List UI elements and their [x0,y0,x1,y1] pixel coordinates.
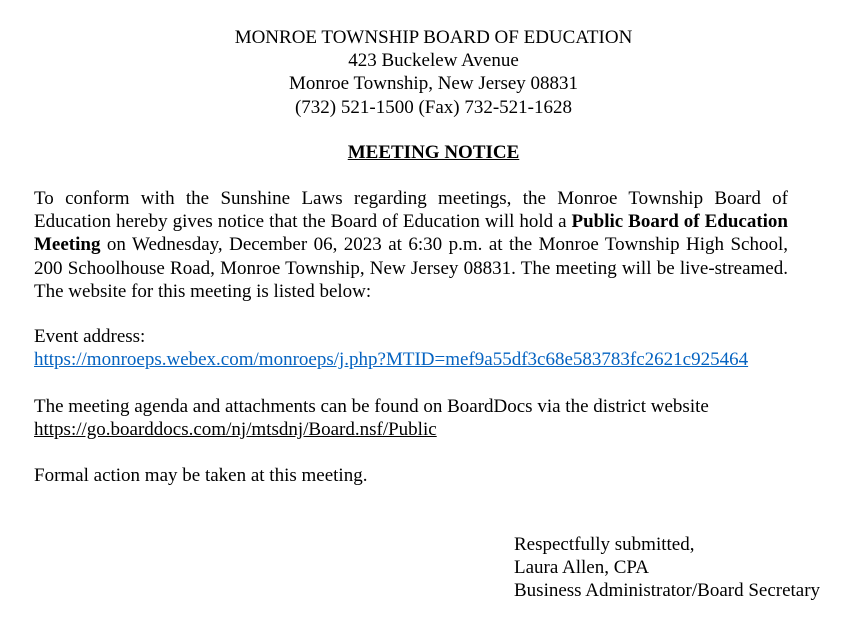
agenda-block [34,395,709,441]
boarddocs-link[interactable]: https://go.boarddocs.com/nj/mtsdnj/Board.nsf/Public [34,419,437,441]
letterhead [0,26,867,119]
event-address-label: Event address: [34,326,146,347]
notice-text-part2: on Wednesday, December 06, 2023 at 6:30 p.m. at the Monroe Township High School, 200 Schoolhouse Road, Monroe Township, New Jersey 08831. The meeting will be live-streamed. The website for this meeting is listed below: [34,234,788,302]
signatory-title: Business Administrator/Board Secretary [514,580,821,602]
street-address: 423 Buckelew Avenue [348,50,519,72]
event-address-block [34,325,748,371]
notice-text-part1: To conform with the Sunshine Laws regarding meetings, the Monroe Township Board of Education hereby gives notice that the Board of Education will hold a [34,188,788,233]
phone-fax: (732) 521-1500 (Fax) 732-521-1628 [294,96,573,118]
city-state-zip: Monroe Township, New Jersey 08831 [288,73,579,95]
formal-action-text: Formal action may be taken at this meeting. [34,465,368,486]
signatory-name: Laura Allen, CPA [514,557,649,579]
meeting-type-bold: Public Board of Education Meeting [34,211,788,256]
notice-paragraph [34,187,788,303]
notice-title: MEETING NOTICE [347,142,520,163]
signature-block [514,533,820,603]
signature-closing: Respectfully submitted, [514,534,695,555]
event-webex-link[interactable]: https://monroeps.webex.com/monroeps/j.php?MTID=mef9a55df3c68e583783fc2621c925464 [34,349,749,371]
agenda-text: The meeting agenda and attachments can be found on BoardDocs via the district website [34,396,709,417]
organization-name: MONROE TOWNSHIP BOARD OF EDUCATION [234,27,633,48]
